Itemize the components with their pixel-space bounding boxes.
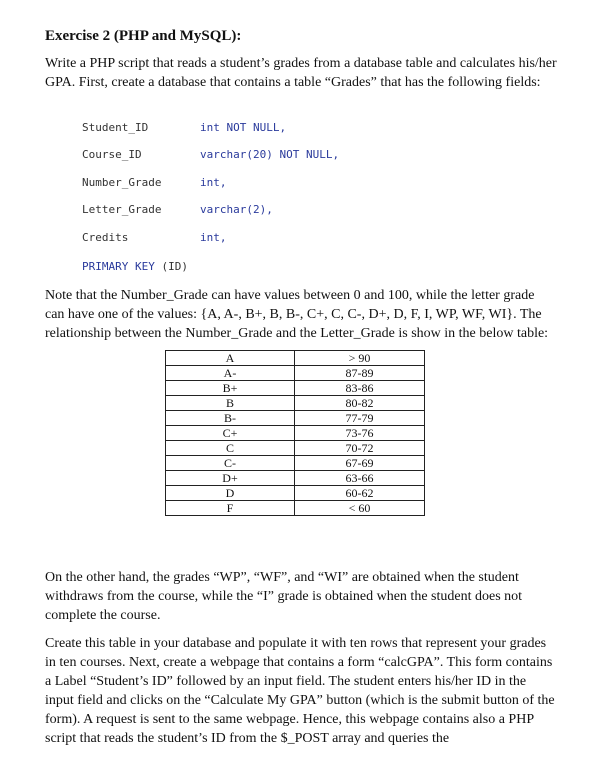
field-type: varchar(20) NOT NULL, <box>200 148 340 161</box>
table-row <box>166 366 425 381</box>
number-range-cell: 77-79 <box>295 411 425 426</box>
table-row <box>166 471 425 486</box>
field-name: Credits <box>82 231 129 244</box>
letter-grade-cell: B- <box>166 411 295 426</box>
withdrawal-paragraph: On the other hand, the grades “WP”, “WF”, and “WI” are obtained when the student withdraws from the course, while the “I” grade is obtained when the student does not complete the course. <box>45 570 523 623</box>
grade-mapping-table <box>165 350 425 516</box>
number-range-cell: 83-86 <box>295 381 425 396</box>
field-name: Letter_Grade <box>82 203 162 216</box>
intro-paragraph: Write a PHP script that reads a student’s grades from a database table and calculates his/her GPA. First, create a database that contains a table “Grades” that has the following fields: <box>45 56 557 90</box>
field-type: int, <box>200 176 227 189</box>
letter-grade-cell: D+ <box>166 471 295 486</box>
number-range-cell: > 90 <box>295 351 425 366</box>
field-type: int, <box>200 231 227 244</box>
number-range-cell: 63-66 <box>295 471 425 486</box>
letter-grade-cell: F <box>166 501 295 516</box>
instructions-paragraph: Create this table in your database and populate it with ten rows that represent your grades in ten courses. Next, create a webpage that contains a form “calcGPA”. This form contains a Label “Student’s ID” followed by an input field. The student enters his/her ID in the input field and clicks on the “Calculate My GPA” button (which is the submit button of the form). A request is sent to the same webpage. Hence, this webpage contains also a PHP script that reads the student’s ID from the $_POST array and queries the <box>45 636 555 746</box>
table-row <box>166 351 425 366</box>
number-range-cell: 80-82 <box>295 396 425 411</box>
field-type: int NOT NULL, <box>200 121 287 134</box>
field-type: varchar(2), <box>200 203 273 216</box>
field-name: Student_ID <box>82 121 149 134</box>
letter-grade-cell: C+ <box>166 426 295 441</box>
primary-key-keyword: PRIMARY KEY <box>82 260 155 273</box>
exercise-title: Exercise 2 (PHP and MySQL): <box>45 28 242 44</box>
number-range-cell: < 60 <box>295 501 425 516</box>
table-row <box>166 456 425 471</box>
table-row <box>166 441 425 456</box>
primary-key-column: (ID) <box>154 260 188 273</box>
letter-grade-cell: D <box>166 486 295 501</box>
number-range-cell: 70-72 <box>295 441 425 456</box>
table-row <box>166 381 425 396</box>
table-row <box>166 411 425 426</box>
table-row <box>166 396 425 411</box>
letter-grade-cell: B <box>166 396 295 411</box>
table-row <box>166 501 425 516</box>
letter-grade-cell: A <box>166 351 295 366</box>
field-name: Number_Grade <box>82 176 162 189</box>
table-row <box>166 426 425 441</box>
letter-grade-cell: C <box>166 441 295 456</box>
note-paragraph: Note that the Number_Grade can have values between 0 and 100, while the letter grade can have one of the values: {A, A-, B+, B, B-, C+, C, C-, D+, D, F, I, WP, WF, WI}. The relationship between the Number_Grade and the Letter_Grade is show in the below table: <box>45 288 549 341</box>
number-range-cell: 60-62 <box>295 486 425 501</box>
number-range-cell: 73-76 <box>295 426 425 441</box>
number-range-cell: 67-69 <box>295 456 425 471</box>
letter-grade-cell: C- <box>166 456 295 471</box>
primary-key-line <box>82 260 188 273</box>
letter-grade-cell: A- <box>166 366 295 381</box>
field-name: Course_ID <box>82 148 142 161</box>
number-range-cell: 87-89 <box>295 366 425 381</box>
letter-grade-cell: B+ <box>166 381 295 396</box>
table-row <box>166 486 425 501</box>
